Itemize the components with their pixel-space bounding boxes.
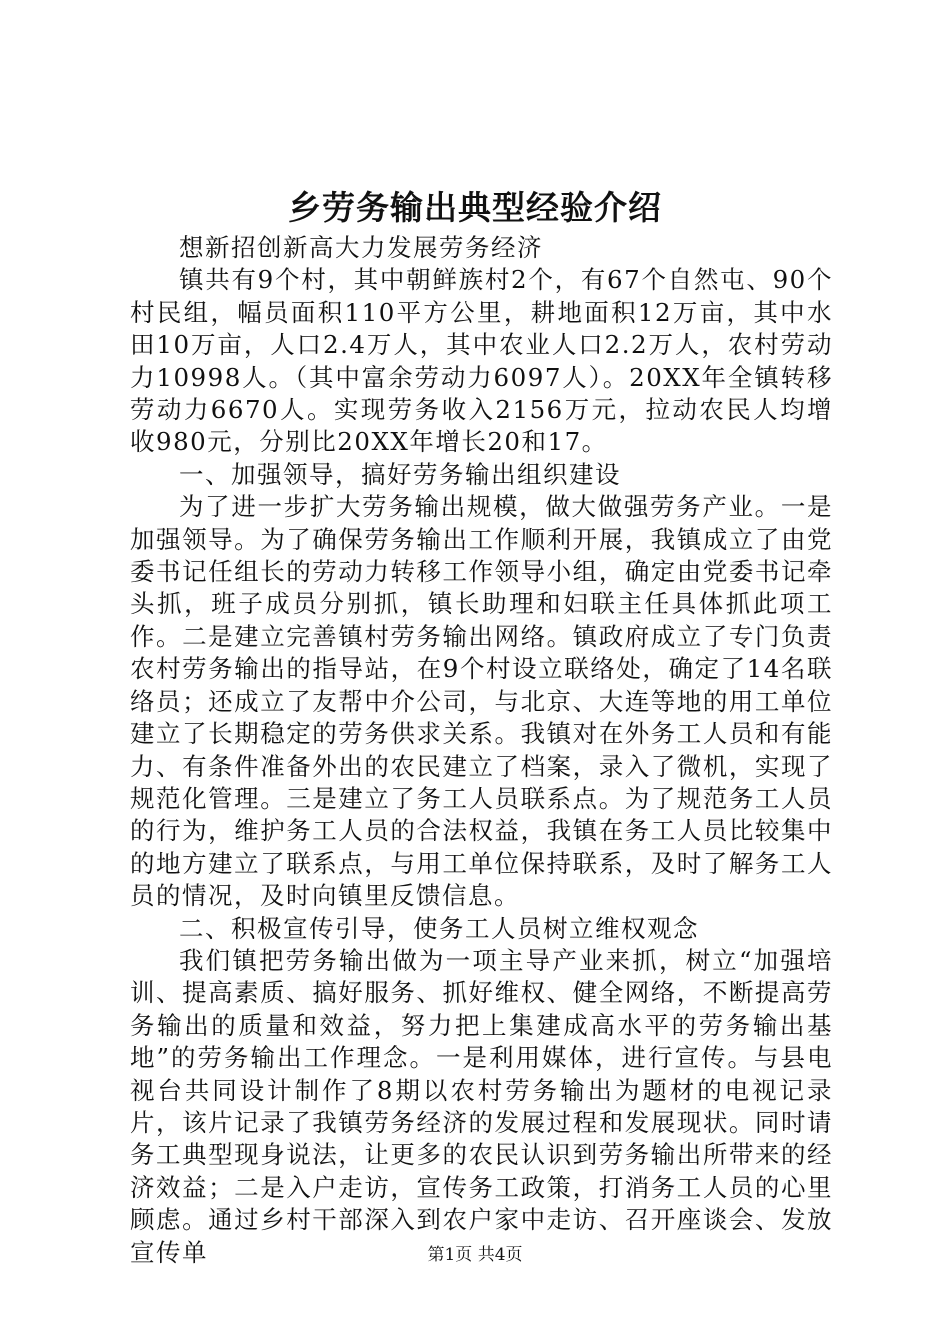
paragraph-subtitle: 想新招创新高大力发展劳务经济	[179, 233, 543, 262]
paragraph-section-1: 为了进一步扩大劳务输出规模，做大做强劳务产业。一是加强领导。为了确保劳务输出工作顺利开展，我镇成立了由党委书记任组长的劳动力转移工作领导小组，确定由党委书记牵头抓，班子成员分别抓，镇长助理和妇联主任具体抓此项工作。二是建立完善镇村劳务输出网络。镇政府成立了专门负责农村劳务输出的指导站，在9个村设立联络处，确定了14名联络员；还成立了友帮中介公司，与北京、大连等地的用工单位建立了长期稳定的劳务供求关系。我镇对在外务工人员和有能力、有条件准备外出的农民建立了档案，录入了微机，实现了规范化管理。三是建立了务工人员联系点。为了规范务工人员的行为，维护务工人员的合法权益，我镇在务工人员比较集中的地方建立了联系点，与用工单位保持联系，及时了解务工人员的情况，及时向镇里反馈信息。	[130, 492, 833, 911]
paragraph-overview: 镇共有9个村，其中朝鲜族村2个，有67个自然屯、90个村民组，幅员面积110平方公里，耕地面积12万亩，其中水田10万亩，人口2.4万人，其中农业人口2.2万人，农村劳动力10998人。（其中富余劳动力6097人）。20XX年全镇转移劳动力6670人。实现劳务收入2156万元，拉动农民人均增收980元，分别比20XX年增长20和17。	[130, 265, 833, 457]
page-footer: 第1页 共4页	[427, 1245, 523, 1265]
document-title: 乡劳务输出典型经验介绍	[288, 188, 662, 227]
section-heading-1: 一、加强领导，搞好劳务输出组织建设	[179, 459, 621, 489]
section-heading-2: 二、积极宣传引导，使务工人员树立维权观念	[179, 913, 699, 943]
paragraph-section-2: 我们镇把劳务输出做为一项主导产业来抓，树立“加强培训、提高素质、搞好服务、抓好维权、健全网络，不断提高劳务输出的质量和效益，努力把上集建成高水平的劳务输出基地”的劳务输出工作理念。一是利用媒体，进行宣传。与县电视台共同设计制作了8期以农村劳务输出为题材的电视记录片，该片记录了我镇劳务经济的发展过程和发展现状。同时请务工典型现身说法，让更多的农民认识到劳务输出所带来的经济效益；二是入户走访，宣传务工政策，打消务工人员的心里顾虑。通过乡村干部深入到农户家中走访、召开座谈会、发放宣传单	[130, 945, 833, 1267]
document-body	[130, 232, 833, 1269]
